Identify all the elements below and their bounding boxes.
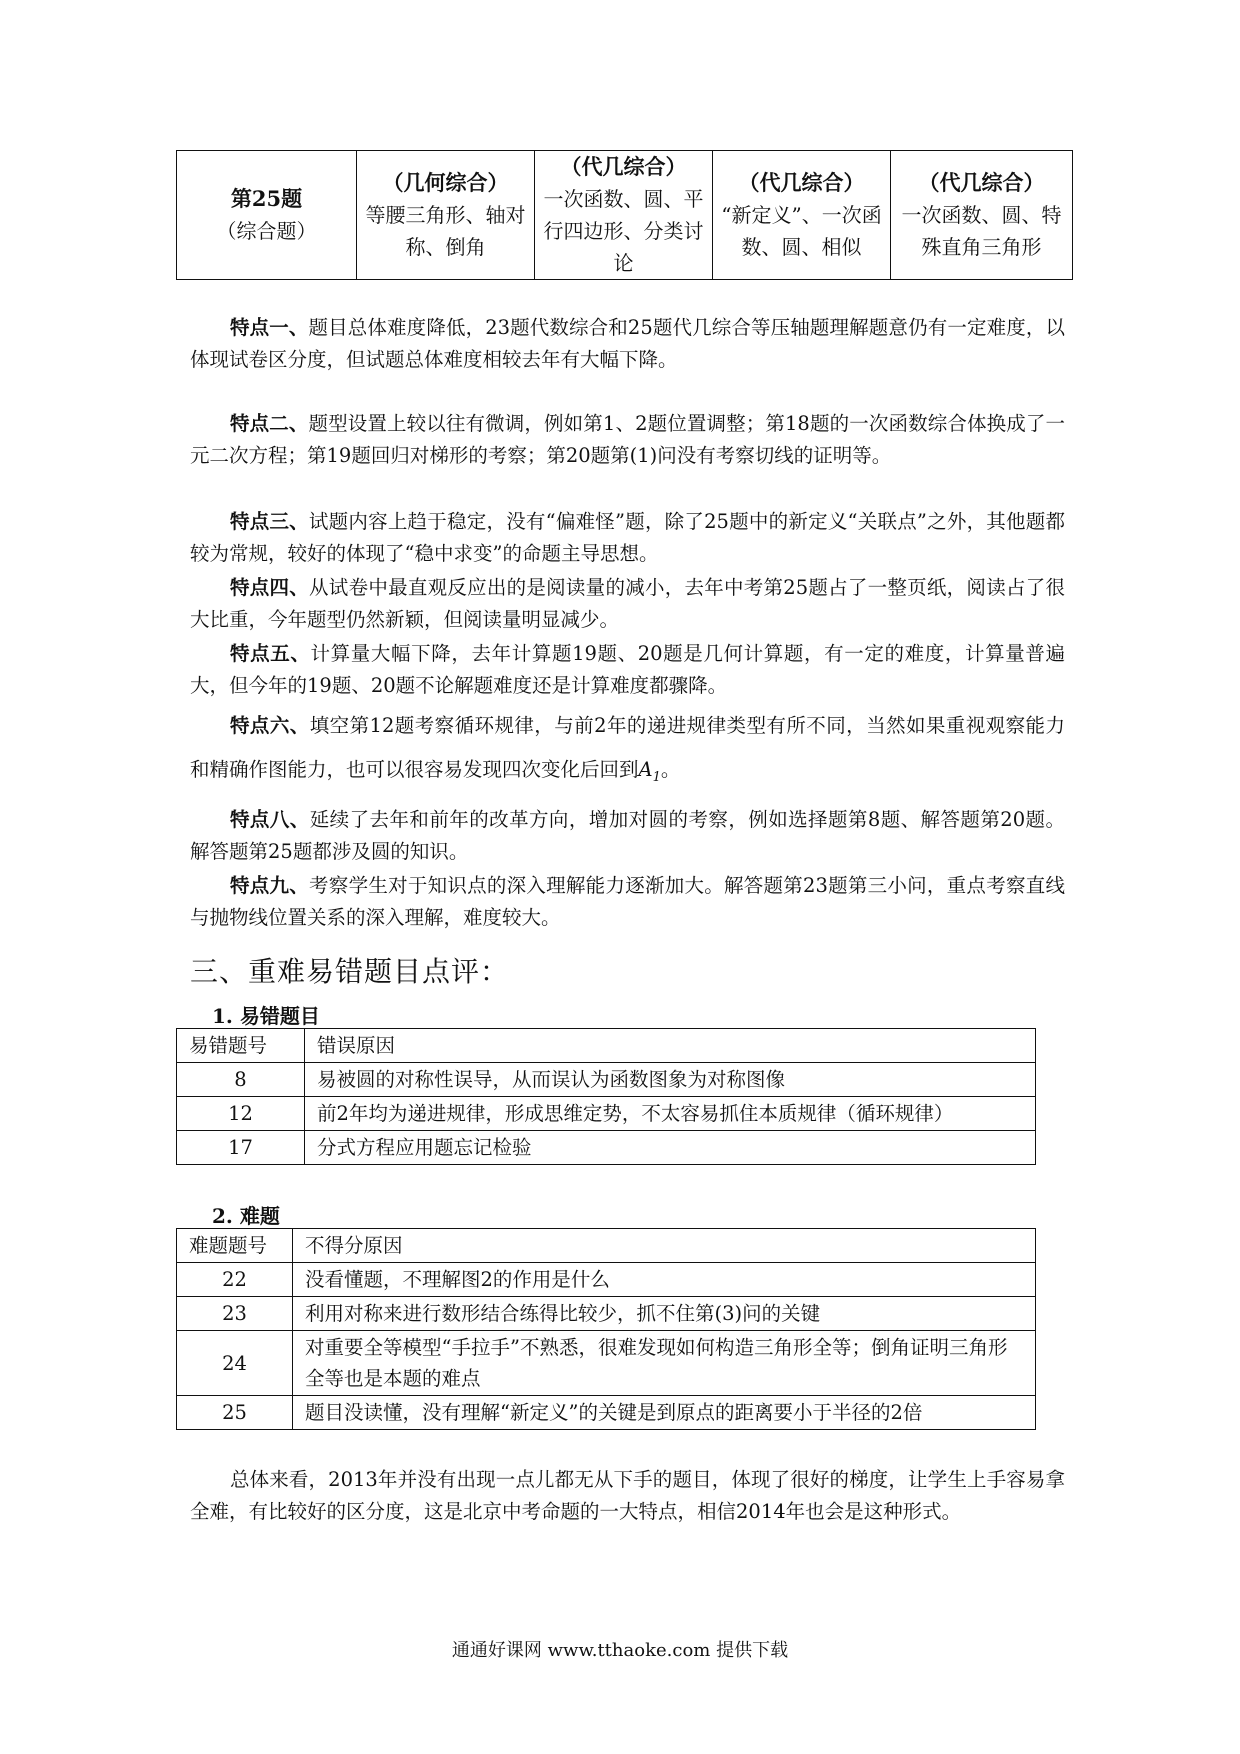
header-cell: 难题题号: [177, 1229, 293, 1263]
feature-text: 计算量大幅下降，去年计算题19题、20题是几何计算题，有一定的难度，计算量普遍大，但今年的19题、20题不论解题难度还是计算难度都骤降。: [190, 642, 1065, 697]
cell-heading: （几何综合）: [382, 170, 509, 195]
feature-text: 试题内容上趋于稳定，没有“偏难怪”题，除了25题中的新定义“关联点”之外，其他题都较为常规，较好的体现了“稳中求变”的命题主导思想。: [190, 510, 1065, 565]
fail-reason: 没看懂题，不理解图2的作用是什么: [293, 1263, 1036, 1297]
table-row: [177, 1396, 1036, 1430]
feature-text: 延续了去年和前年的改革方向，增加对圆的考察，例如选择题第8题、解答题第20题。解答题第25题都涉及圆的知识。: [190, 808, 1065, 863]
hard-problems-table: [176, 1228, 1036, 1430]
header-cell: 错误原因: [305, 1029, 1036, 1063]
cell-heading: （代几综合）: [560, 154, 687, 179]
feature-text: 考察学生对于知识点的深入理解能力逐渐加大。解答题第23题第三小问，重点考察直线与抛物线位置关系的深入理解，难度较大。: [190, 874, 1065, 929]
table-cell: [891, 151, 1073, 280]
table-row: [177, 1263, 1036, 1297]
cell-body: 一次函数、圆、特殊直角三角形: [901, 203, 1062, 259]
point-subscript: 1: [652, 769, 661, 785]
table-header-row: [177, 1229, 1036, 1263]
table-cell: [177, 151, 357, 280]
table-row: [177, 1297, 1036, 1331]
question-number: 22: [177, 1263, 293, 1297]
feature-paragraph-6: [190, 704, 1065, 800]
table-row: [177, 1131, 1036, 1165]
footer-text: 通通好课网 www.tthaoke.com 提供下载: [451, 1640, 789, 1661]
question-number: 17: [177, 1131, 305, 1165]
easy-errors-table: [176, 1028, 1036, 1165]
feature-label: 特点五、: [230, 642, 311, 665]
header-cell: 易错题号: [177, 1029, 305, 1063]
feature-text: 从试卷中最直观反应出的是阅读量的减小，去年中考第25题占了一整页纸，阅读占了很大比重，今年题型仍然新颖，但阅读量明显减少。: [190, 576, 1065, 631]
fail-reason: 对重要全等模型“手拉手”不熟悉，很难发现如何构造三角形全等；倒角证明三角形全等也是本题的难点: [293, 1331, 1036, 1396]
feature-label: 特点三、: [230, 510, 309, 533]
feature-text-end: 。: [660, 758, 681, 781]
feature-paragraph-4: [190, 572, 1065, 636]
point-variable: A: [638, 758, 653, 781]
feature-label: 特点九、: [230, 874, 310, 897]
cell-body: （综合题）: [216, 219, 317, 243]
cell-body: “新定义”、一次函数、圆、相似: [721, 203, 882, 259]
table-cell: [357, 151, 535, 280]
feature-text: 填空第12题考察循环规律，与前2年的递进规律类型有所不同，当然如果重视观察能力和精确作图能力，也可以很容易发现四次变化后回到: [190, 714, 1065, 781]
fail-reason: 题目没读懂，没有理解“新定义”的关键是到原点的距离要小于半径的2倍: [293, 1396, 1036, 1430]
error-reason: 易被圆的对称性误导，从而误认为函数图象为对称图像: [305, 1063, 1036, 1097]
feature-label: 特点四、: [230, 576, 310, 599]
table-cell: [713, 151, 891, 280]
feature-label: 特点二、: [230, 412, 309, 435]
fail-reason: 利用对称来进行数形结合练得比较少，抓不住第(3)问的关键: [293, 1297, 1036, 1331]
feature-label: 特点一、: [230, 316, 309, 339]
hard-problems-title: 2. 难题: [212, 1204, 280, 1228]
question-number: 8: [177, 1063, 305, 1097]
table-cell: [535, 151, 713, 280]
feature-paragraph-5: [190, 638, 1065, 702]
feature-text: 题目总体难度降低，23题代数综合和25题代几综合等压轴题理解题意仍有一定难度，以体现试卷区分度，但试题总体难度相较去年有大幅下降。: [190, 316, 1065, 371]
feature-paragraph-8: [190, 804, 1065, 868]
error-reason: 分式方程应用题忘记检验: [305, 1131, 1036, 1165]
header-cell: 不得分原因: [293, 1229, 1036, 1263]
cell-body: 等腰三角形、轴对称、倒角: [365, 203, 526, 259]
question-number: 12: [177, 1097, 305, 1131]
feature-paragraph-9: [190, 870, 1065, 934]
cell-heading: （代几综合）: [738, 170, 865, 195]
error-reason: 前2年均为递进规律，形成思维定势，不太容易抓住本质规律（循环规律）: [305, 1097, 1036, 1131]
feature-paragraph-2: [190, 408, 1065, 472]
section-title: 三、重难易错题目点评：: [190, 955, 510, 988]
cell-heading: 第25题: [230, 186, 303, 211]
table-row: [177, 1097, 1036, 1131]
question-number: 25: [177, 1396, 293, 1430]
table-header-row: [177, 1029, 1036, 1063]
table-row: [177, 151, 1073, 280]
question-number: 23: [177, 1297, 293, 1331]
feature-paragraph-1: [190, 312, 1065, 376]
feature-label: 特点八、: [230, 808, 310, 831]
feature-label: 特点六、: [230, 714, 310, 737]
table-row: [177, 1063, 1036, 1097]
question-25-summary-table: [176, 150, 1073, 280]
feature-paragraph-3: [190, 506, 1065, 570]
summary-paragraph: 总体来看，2013年并没有出现一点儿都无从下手的题目，体现了很好的梯度，让学生上手容易拿全难，有比较好的区分度，这是北京中考命题的一大特点，相信2014年也会是这种形式。: [190, 1468, 1065, 1523]
table-row: [177, 1331, 1036, 1396]
feature-text: 题型设置上较以往有微调，例如第1、2题位置调整；第18题的一次函数综合体换成了一元二次方程；第19题回归对梯形的考察；第20题第(1)问没有考察切线的证明等。: [190, 412, 1065, 467]
easy-errors-title: 1. 易错题目: [212, 1004, 320, 1028]
question-number: 24: [177, 1331, 293, 1396]
cell-body: 一次函数、圆、平行四边形、分类讨论: [543, 187, 704, 275]
cell-heading: （代几综合）: [918, 170, 1045, 195]
